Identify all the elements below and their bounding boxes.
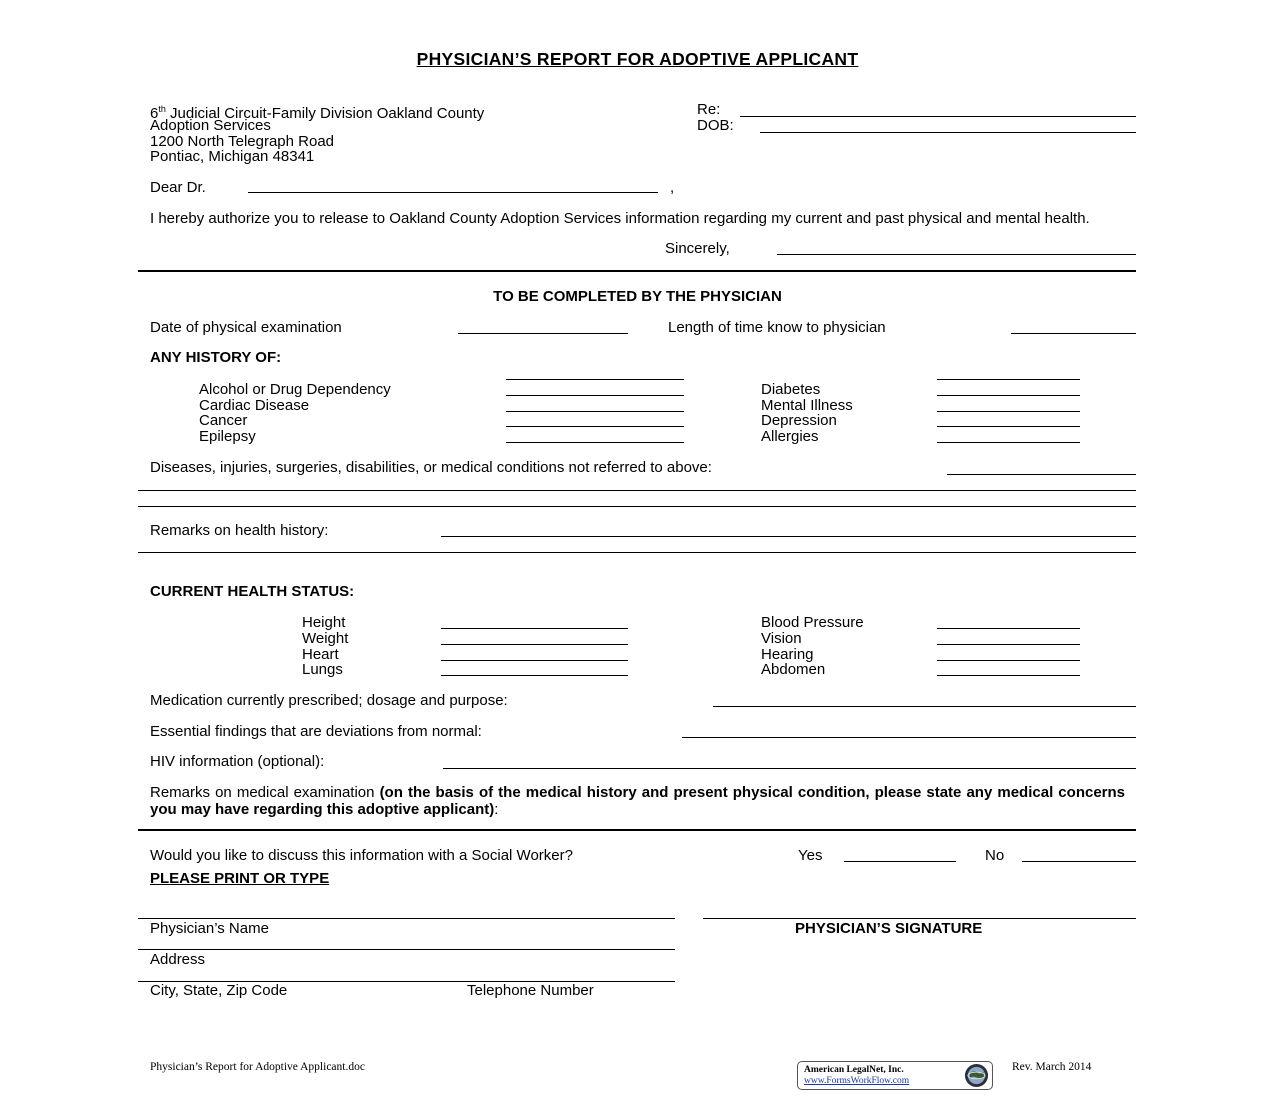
history-heading: ANY HISTORY OF: xyxy=(150,349,282,366)
no-field[interactable] xyxy=(1022,861,1136,862)
status-blood-pressure-label: Blood Pressure xyxy=(761,614,864,631)
re-label: Re: xyxy=(697,101,721,118)
dear-dr-field[interactable] xyxy=(248,192,658,193)
history-extra-right-field[interactable] xyxy=(937,442,1080,443)
remarks-history-label: Remarks on health history: xyxy=(150,522,329,539)
history-epilepsy-label: Epilepsy xyxy=(199,428,256,445)
section-physician-heading: TO BE COMPLETED BY THE PHYSICIAN xyxy=(493,288,782,305)
american-legalnet-logo[interactable] xyxy=(797,1061,993,1090)
status-hearing-field[interactable] xyxy=(937,660,1080,661)
address-line-1-rest: Judicial Circuit-Family Division Oakland County xyxy=(165,105,485,122)
history-diabetes-label: Diabetes xyxy=(761,381,821,398)
date-exam-label: Date of physical examination xyxy=(150,319,342,336)
status-vision-field[interactable] xyxy=(937,644,1080,645)
address-line-2: Adoption Services xyxy=(150,117,271,134)
status-hearing-label: Hearing xyxy=(761,646,814,663)
status-height-field[interactable] xyxy=(441,628,628,629)
history-allergies-label: Allergies xyxy=(761,428,819,445)
history-alcohol-label: Alcohol or Drug Dependency xyxy=(199,381,391,398)
dob-label: DOB: xyxy=(697,117,734,134)
section-divider-2 xyxy=(138,829,1136,831)
address-line-3: 1200 North Telegraph Road xyxy=(150,133,335,150)
address-line-1-number: 6 xyxy=(150,105,159,122)
history-cancer-field[interactable] xyxy=(506,411,684,412)
status-heart-label: Heart xyxy=(302,646,339,663)
dob-field[interactable] xyxy=(760,132,1136,133)
address-label: Address xyxy=(150,951,206,968)
date-exam-field[interactable] xyxy=(458,333,628,334)
medication-label: Medication currently prescribed; dosage and purpose: xyxy=(150,692,508,709)
hiv-label: HIV information (optional): xyxy=(150,753,325,770)
remarks-exam-text xyxy=(150,784,1125,818)
logo-company-name: American LegalNet, Inc. xyxy=(804,1065,904,1075)
footer-filename: Physician’s Report for Adoptive Applicant.doc xyxy=(150,1061,365,1073)
print-type-instruction: PLEASE PRINT OR TYPE xyxy=(150,870,330,887)
physician-signature-label: PHYSICIAN’S SIGNATURE xyxy=(795,920,983,937)
status-blood-pressure-field[interactable] xyxy=(937,628,1080,629)
history-cardiac-field[interactable] xyxy=(506,395,684,396)
history-mental-illness-field[interactable] xyxy=(937,395,1080,396)
yes-label: Yes xyxy=(798,847,823,864)
no-label: No xyxy=(985,847,1005,864)
physician-name-label: Physician’s Name xyxy=(150,920,269,937)
hiv-field[interactable] xyxy=(443,768,1136,769)
remarks-history-field[interactable] xyxy=(441,536,1136,537)
history-mental-illness-label: Mental Illness xyxy=(761,397,853,414)
remarks-exam-colon: : xyxy=(494,801,499,818)
section-divider xyxy=(138,270,1136,272)
status-abdomen-field[interactable] xyxy=(937,675,1080,676)
logo-website-link[interactable]: www.FormsWorkFlow.com xyxy=(804,1076,910,1086)
status-height-label: Height xyxy=(302,614,346,631)
signature-applicant-field[interactable] xyxy=(777,254,1136,255)
diseases-field-line-2[interactable] xyxy=(138,490,1136,491)
status-weight-label: Weight xyxy=(302,630,349,647)
length-time-label: Length of time know to physician xyxy=(668,319,886,336)
status-vision-label: Vision xyxy=(761,630,802,647)
diseases-label: Diseases, injuries, surgeries, disabilities, or medical conditions not referred to above: xyxy=(150,459,712,476)
remarks-exam-instructions: (on the basis of the medical history and present physical condition, please state any medical concerns you may have regarding this adoptive applicant) xyxy=(150,784,1126,818)
history-cardiac-label: Cardiac Disease xyxy=(199,397,310,414)
address-line-1-sup: th xyxy=(158,104,166,114)
history-diabetes-field[interactable] xyxy=(937,379,1080,380)
status-lungs-label: Lungs xyxy=(302,661,343,678)
history-allergies-field[interactable] xyxy=(937,426,1080,427)
globe-logo-icon xyxy=(964,1063,989,1088)
physician-signature-field[interactable] xyxy=(703,918,1136,919)
current-health-heading: CURRENT HEALTH STATUS: xyxy=(150,583,355,600)
yes-field[interactable] xyxy=(844,861,956,862)
telephone-label: Telephone Number xyxy=(467,982,594,999)
sincerely-label: Sincerely, xyxy=(665,240,730,257)
history-extra-left-field[interactable] xyxy=(506,442,684,443)
findings-label: Essential findings that are deviations from normal: xyxy=(150,723,482,740)
history-alcohol-field[interactable] xyxy=(506,379,684,380)
city-state-zip-label: City, State, Zip Code xyxy=(150,982,288,999)
medication-field[interactable] xyxy=(713,706,1136,707)
footer-revision: Rev. March 2014 xyxy=(1012,1061,1092,1073)
address-line-4: Pontiac, Michigan 48341 xyxy=(150,148,315,165)
re-field[interactable] xyxy=(740,116,1136,117)
physician-name-field[interactable] xyxy=(138,918,675,919)
authorization-text: I hereby authorize you to release to Oakland County Adoption Services information regarding my current and past physical and mental health. xyxy=(150,210,1090,227)
status-abdomen-label: Abdomen xyxy=(761,661,826,678)
status-lungs-field[interactable] xyxy=(441,675,628,676)
history-depression-field[interactable] xyxy=(937,411,1080,412)
history-cancer-label: Cancer xyxy=(199,412,248,429)
findings-field[interactable] xyxy=(682,737,1136,738)
history-epilepsy-field[interactable] xyxy=(506,426,684,427)
remarks-exam-label: Remarks on medical examination xyxy=(150,784,380,801)
dear-comma: , xyxy=(670,179,675,196)
length-time-field[interactable] xyxy=(1011,333,1136,334)
social-worker-question: Would you like to discuss this information with a Social Worker? xyxy=(150,847,573,864)
address-field[interactable] xyxy=(138,949,675,950)
diseases-field[interactable] xyxy=(947,474,1136,475)
form-title: PHYSICIAN’S REPORT FOR ADOPTIVE APPLICANT xyxy=(416,49,859,69)
diseases-field-line-3[interactable] xyxy=(138,506,1136,507)
status-weight-field[interactable] xyxy=(441,644,628,645)
dear-label: Dear Dr. xyxy=(150,179,206,196)
history-depression-label: Depression xyxy=(761,412,837,429)
status-heart-field[interactable] xyxy=(441,660,628,661)
remarks-history-field-line-2[interactable] xyxy=(138,552,1136,553)
